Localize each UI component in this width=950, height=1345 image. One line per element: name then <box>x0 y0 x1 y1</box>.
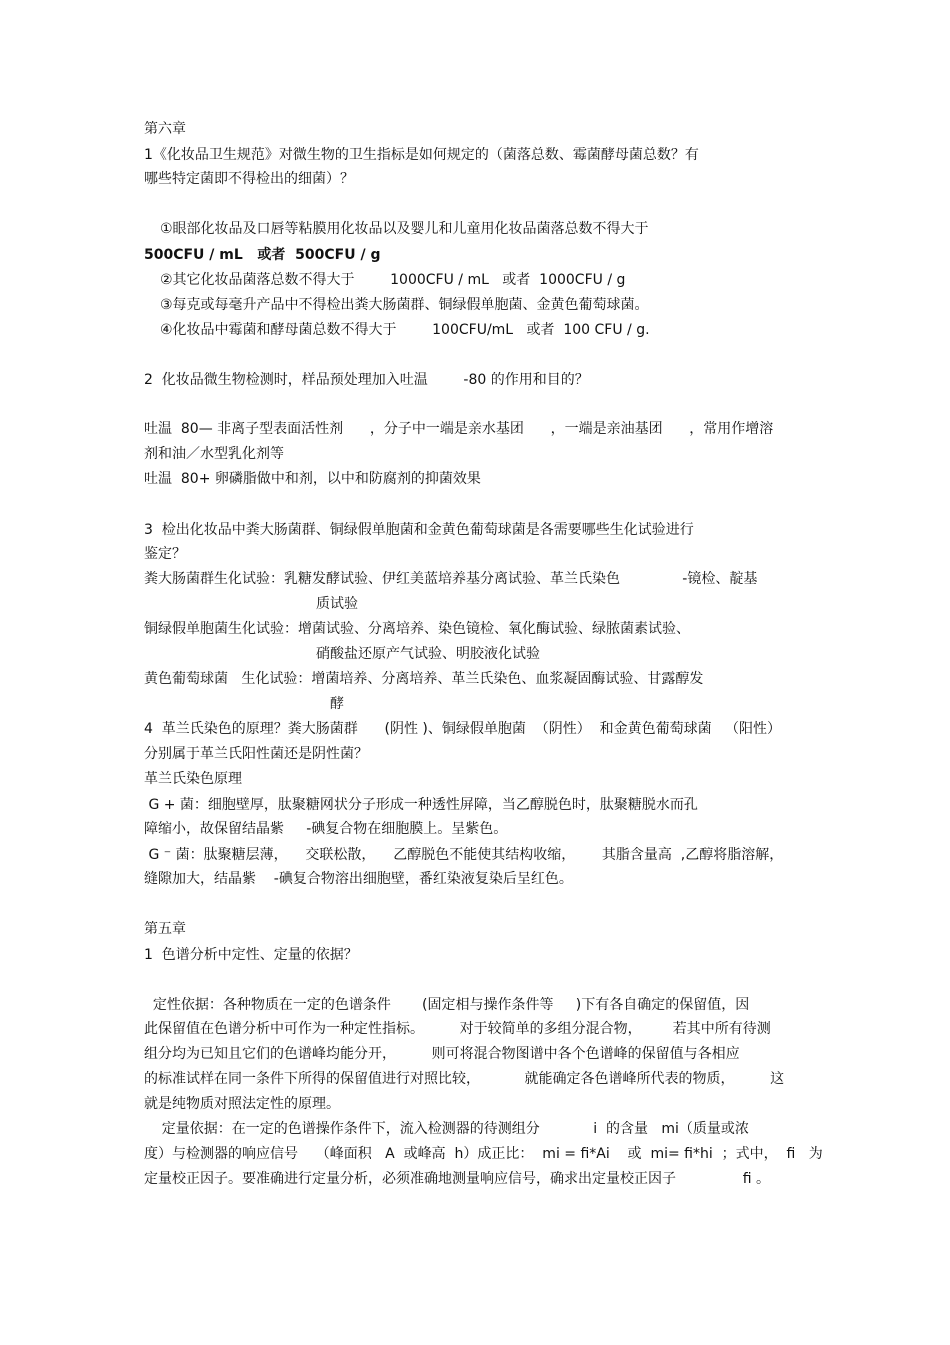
answer3-pseudomonas-line2: 硝酸盐还原产气试验、明胶液化试验 <box>316 646 540 662</box>
answer2-line1: 吐温 80— 非离子型表面活性剂 ，分子中一端是亲水基团 ，一端是亲油基团 ，常用作增溶 <box>144 421 774 437</box>
answer4-gram-positive-line2: 障缩小，故保留结晶紫 -碘复合物在细胞膜上。呈紫色。 <box>144 821 508 837</box>
question5: 1 色谱分析中定性、定量的依据？ <box>144 947 358 963</box>
answer5-quantitative-line1: 定量依据：在一定的色谱操作条件下，流入检测器的待测组分 i 的含量 mi（质量或浓 <box>144 1121 749 1137</box>
answer2-line2: 剂和油／水型乳化剂等 <box>144 446 284 462</box>
answer3-coliform-line2: 质试验 <box>316 596 358 612</box>
answer5-qualitative-line1: 定性依据：各种物质在一定的色谱条件 (固定相与操作条件等 )下有各自确定的保留值，因 <box>144 997 750 1013</box>
chapter6-title: 第六章 <box>144 121 186 137</box>
question4-line1: 4 革兰氏染色的原理？粪大肠菌群 (阴性 )、铜绿假单胞菌 （阴性） 和金黄色葡萄球菌 （阳性） <box>144 721 782 737</box>
question3-line2: 鉴定？ <box>144 546 186 562</box>
question1-line1: 1《化妆品卫生规范》对微生物的卫生指标是如何规定的（菌落总数、霉菌酵母菌总数？有 <box>144 147 699 163</box>
answer1-item4: ④化妆品中霉菌和酵母菌总数不得大于 100CFU/mL 或者 100 CFU / g. <box>160 322 650 338</box>
answer1-item3: ③每克或每毫升产品中不得检出粪大肠菌群、铜绿假单胞菌、金黄色葡萄球菌。 <box>160 297 649 313</box>
answer5-quantitative-line2: 度）与检测器的响应信号 （峰面积 A 或峰高 h）成正比： mi = fi*Ai 或 mi= fi*hi ；式中， fi 为 <box>144 1146 823 1162</box>
answer1-item1-line2: 500CFU / mL 或者 500CFU / g <box>144 247 381 263</box>
chapter5-title: 第五章 <box>144 921 186 937</box>
answer3-pseudomonas-line1: 铜绿假单胞菌生化试验：增菌试验、分离培养、染色镜检、氧化酶试验、绿脓菌素试验、 <box>144 621 690 637</box>
answer3-coliform-line1: 粪大肠菌群生化试验：乳糖发酵试验、伊红美蓝培养基分离试验、革兰氏染色 -镜检、靛基 <box>144 571 758 587</box>
answer4-title: 革兰氏染色原理 <box>144 771 242 787</box>
question3-line1: 3 检出化妆品中粪大肠菌群、铜绿假单胞菌和金黄色葡萄球菌是各需要哪些生化试验进行 <box>144 522 694 538</box>
question1-line2: 哪些特定菌即不得检出的细菌）？ <box>144 171 354 187</box>
question4-line2: 分别属于革兰氏阳性菌还是阴性菌？ <box>144 746 368 762</box>
answer3-staphylococcus-line1: 黄色葡萄球菌 生化试验：增菌培养、分离培养、革兰氏染色、血浆凝固酶试验、甘露醇发 <box>144 671 704 687</box>
answer5-qualitative-line2: 此保留值在色谱分析中可作为一种定性指标。 对于较简单的多组分混合物， 若其中所有待测 <box>144 1021 771 1037</box>
answer1-item1-line1: ①眼部化妆品及口唇等粘膜用化妆品以及婴儿和儿童用化妆品菌落总数不得大于 <box>160 221 649 237</box>
answer5-qualitative-line3: 组分均为已知且它们的色谱峰均能分开， 则可将混合物图谱中各个色谱峰的保留值与各相应 <box>144 1046 740 1062</box>
answer1-item2: ②其它化妆品菌落总数不得大于 1000CFU / mL 或者 1000CFU / g <box>160 272 626 288</box>
answer4-gram-negative-line1: G ⁻ 菌：肽聚糖层薄， 交联松散， 乙醇脱色不能使其结构收缩， 其脂含量高 ,乙醇将脂溶解， <box>144 847 784 863</box>
question2: 2 化妆品微生物检测时，样品预处理加入吐温 -80 的作用和目的？ <box>144 372 589 388</box>
answer3-staphylococcus-line2: 酵 <box>330 696 344 712</box>
answer2-line3: 吐温 80+ 卵磷脂做中和剂，以中和防腐剂的抑菌效果 <box>144 471 481 487</box>
answer4-gram-positive-line1: G + 菌：细胞壁厚，肽聚糖网状分子形成一种透性屏障，当乙醇脱色时，肽聚糖脱水而孔 <box>144 797 698 813</box>
answer5-qualitative-line5: 就是纯物质对照法定性的原理。 <box>144 1096 340 1112</box>
answer5-qualitative-line4: 的标准试样在同一条件下所得的保留值进行对照比较， 就能确定各色谱峰所代表的物质， 这 <box>144 1071 785 1087</box>
answer5-quantitative-line3: 定量校正因子。要准确进行定量分析，必须准确地测量响应信号，确求出定量校正因子 fi 。 <box>144 1171 771 1187</box>
answer4-gram-negative-line2: 缝隙加大，结晶紫 -碘复合物溶出细胞壁，番红染液复染后呈红色。 <box>144 871 573 887</box>
